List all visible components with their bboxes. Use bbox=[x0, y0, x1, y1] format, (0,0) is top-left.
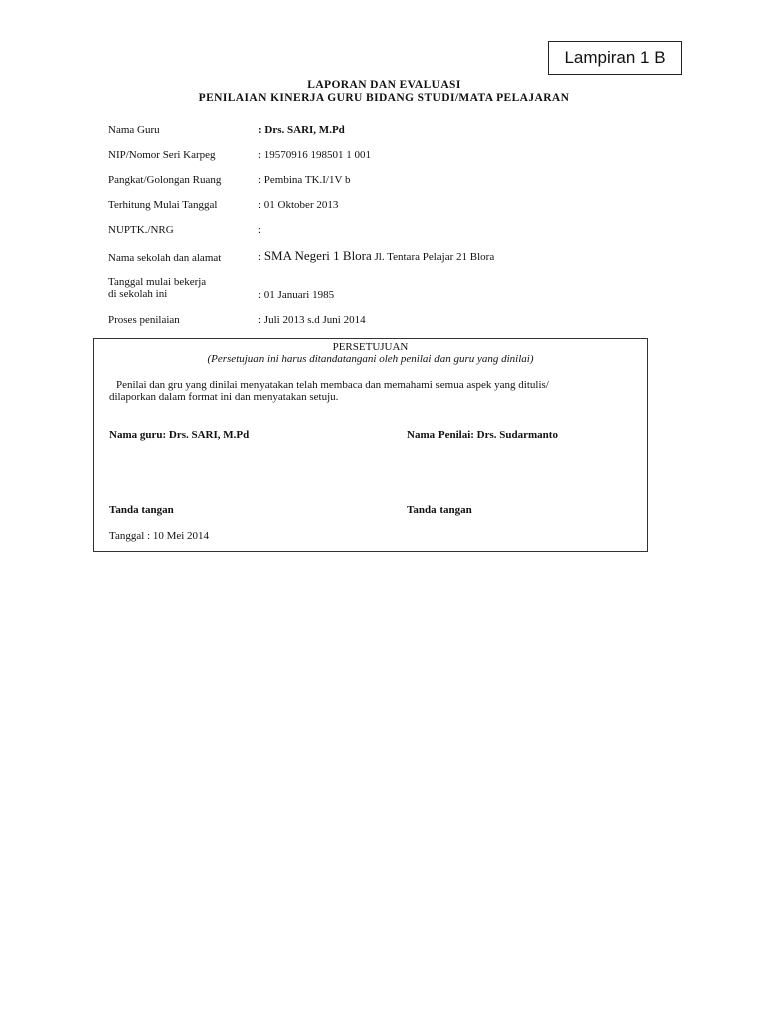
persetujuan-title: PERSETUJUAN bbox=[332, 341, 409, 353]
tanggal-mulai-label-1: Tanggal mulai bekerja bbox=[108, 276, 207, 288]
terhitung-value: : 01 Oktober 2013 bbox=[258, 199, 339, 211]
sekolah-label: Nama sekolah dan alamat bbox=[108, 252, 222, 264]
persetujuan-box bbox=[93, 338, 648, 552]
pangkat-label: Pangkat/Golongan Ruang bbox=[108, 174, 222, 186]
nip-value: : 19570916 198501 1 001 bbox=[258, 149, 372, 161]
tanggal-mulai-value: : 01 Januari 1985 bbox=[258, 289, 335, 301]
statement-line-1: Penilai dan gru yang dinilai menyatakan telah membaca dan memahami semua aspek yang ditulis/ bbox=[116, 379, 549, 391]
proses-label: Proses penilaian bbox=[108, 314, 180, 326]
nama-penilai-sign: Nama Penilai: Drs. Sudarmanto bbox=[407, 429, 558, 441]
statement-line-2: dilaporkan dalam format ini dan menyatakan setuju. bbox=[109, 391, 339, 403]
persetujuan-subtitle: (Persetujuan ini harus ditandatangani oleh penilai dan guru yang dinilai) bbox=[207, 353, 534, 365]
nuptk-label: NUPTK./NRG bbox=[108, 224, 174, 236]
nip-label: NIP/Nomor Seri Karpeg bbox=[108, 149, 216, 161]
tanggal-mulai-label-2: di sekolah ini bbox=[108, 288, 168, 300]
lampiran-label: Lampiran 1 B bbox=[548, 41, 682, 75]
school-name: SMA Negeri 1 Blora bbox=[263, 248, 372, 263]
report-title: LAPORAN DAN EVALUASI bbox=[307, 79, 461, 91]
nuptk-value: : bbox=[258, 224, 262, 236]
school-address: Jl. Tentara Pelajar 21 Blora bbox=[374, 251, 495, 263]
pangkat-value: : Pembina TK.I/1V b bbox=[258, 174, 351, 186]
tanda-tangan-guru: Tanda tangan bbox=[109, 504, 174, 516]
terhitung-label: Terhitung Mulai Tanggal bbox=[108, 199, 218, 211]
sekolah-value bbox=[258, 250, 494, 263]
sekolah-colon: : bbox=[258, 251, 262, 263]
tanda-tangan-penilai: Tanda tangan bbox=[407, 504, 472, 516]
nama-guru-value: : Drs. SARI, M.Pd bbox=[258, 124, 345, 136]
nama-guru-sign: Nama guru: Drs. SARI, M.Pd bbox=[109, 429, 250, 441]
nama-guru-label: Nama Guru bbox=[108, 124, 160, 136]
tanggal-sign: Tanggal : 10 Mei 2014 bbox=[109, 530, 210, 542]
report-subtitle: PENILAIAN KINERJA GURU BIDANG STUDI/MATA PELAJARAN bbox=[198, 92, 570, 104]
proses-value: : Juli 2013 s.d Juni 2014 bbox=[258, 314, 366, 326]
